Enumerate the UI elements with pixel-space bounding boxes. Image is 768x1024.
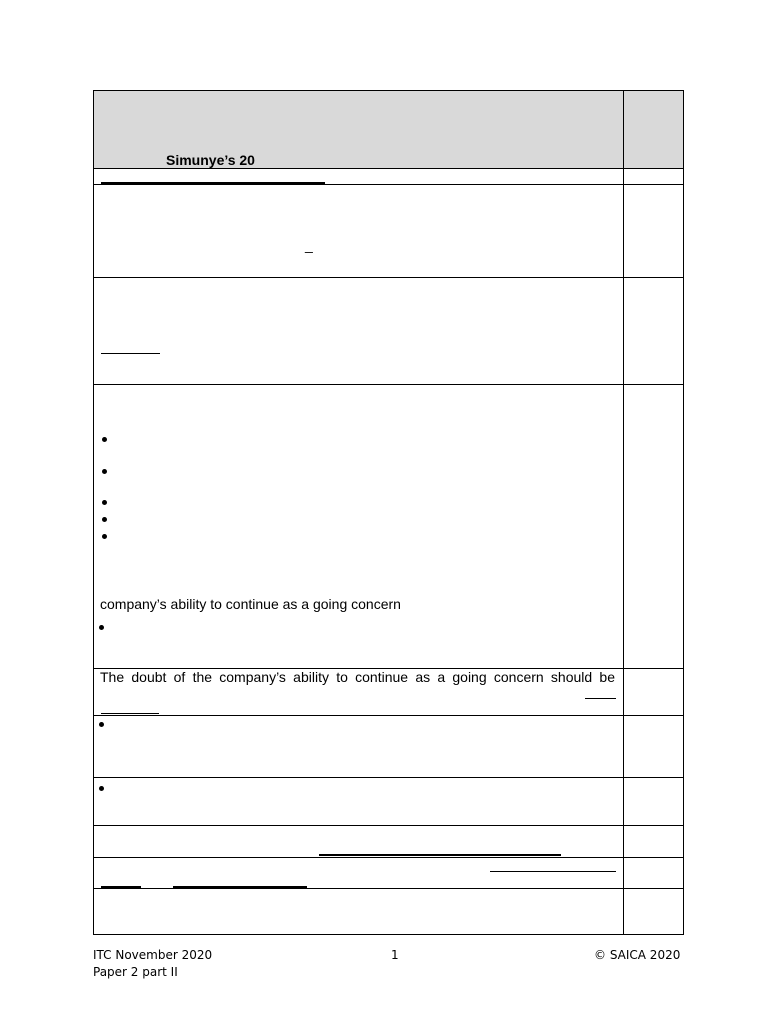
footer-copyright: © SAICA 2020 — [594, 948, 681, 962]
table-row — [94, 669, 683, 716]
bullet-point — [102, 517, 107, 522]
underline — [101, 353, 160, 354]
underline — [585, 698, 616, 699]
bullet-point — [102, 534, 107, 539]
doubt-text: The doubt of the company’s ability to continue as a going concern should be — [100, 669, 615, 685]
table-row — [94, 169, 683, 185]
footer-exam-title: ITC November 2020 — [93, 948, 213, 962]
marks-header-cell — [624, 91, 683, 168]
footer-paper-label: Paper 2 part II — [93, 965, 178, 979]
table-row — [94, 826, 683, 858]
underline — [173, 886, 307, 888]
underline — [101, 886, 141, 888]
table-row — [94, 278, 683, 385]
footer-page-number: 1 — [391, 948, 399, 962]
bullet-point — [102, 437, 107, 442]
bullet-point — [102, 469, 107, 474]
column-divider — [623, 91, 624, 934]
going-concern-text: company’s ability to continue as a going concern — [100, 596, 401, 612]
table-header-row — [94, 91, 683, 169]
dash-mark: _ — [305, 237, 313, 253]
table-row — [94, 185, 683, 278]
table-row — [94, 858, 683, 889]
underline — [101, 713, 159, 714]
bullet-point — [99, 722, 104, 727]
table-row — [94, 889, 683, 934]
solution-table — [93, 90, 684, 935]
underline — [101, 182, 325, 184]
bullet-point — [99, 625, 104, 630]
header-title: Simunye’s 20 — [166, 152, 255, 168]
underline — [490, 871, 616, 872]
bullet-point — [102, 500, 107, 505]
bullet-point — [99, 786, 104, 791]
table-row — [94, 716, 683, 778]
underline — [319, 854, 561, 856]
table-row — [94, 385, 683, 669]
table-row — [94, 778, 683, 826]
